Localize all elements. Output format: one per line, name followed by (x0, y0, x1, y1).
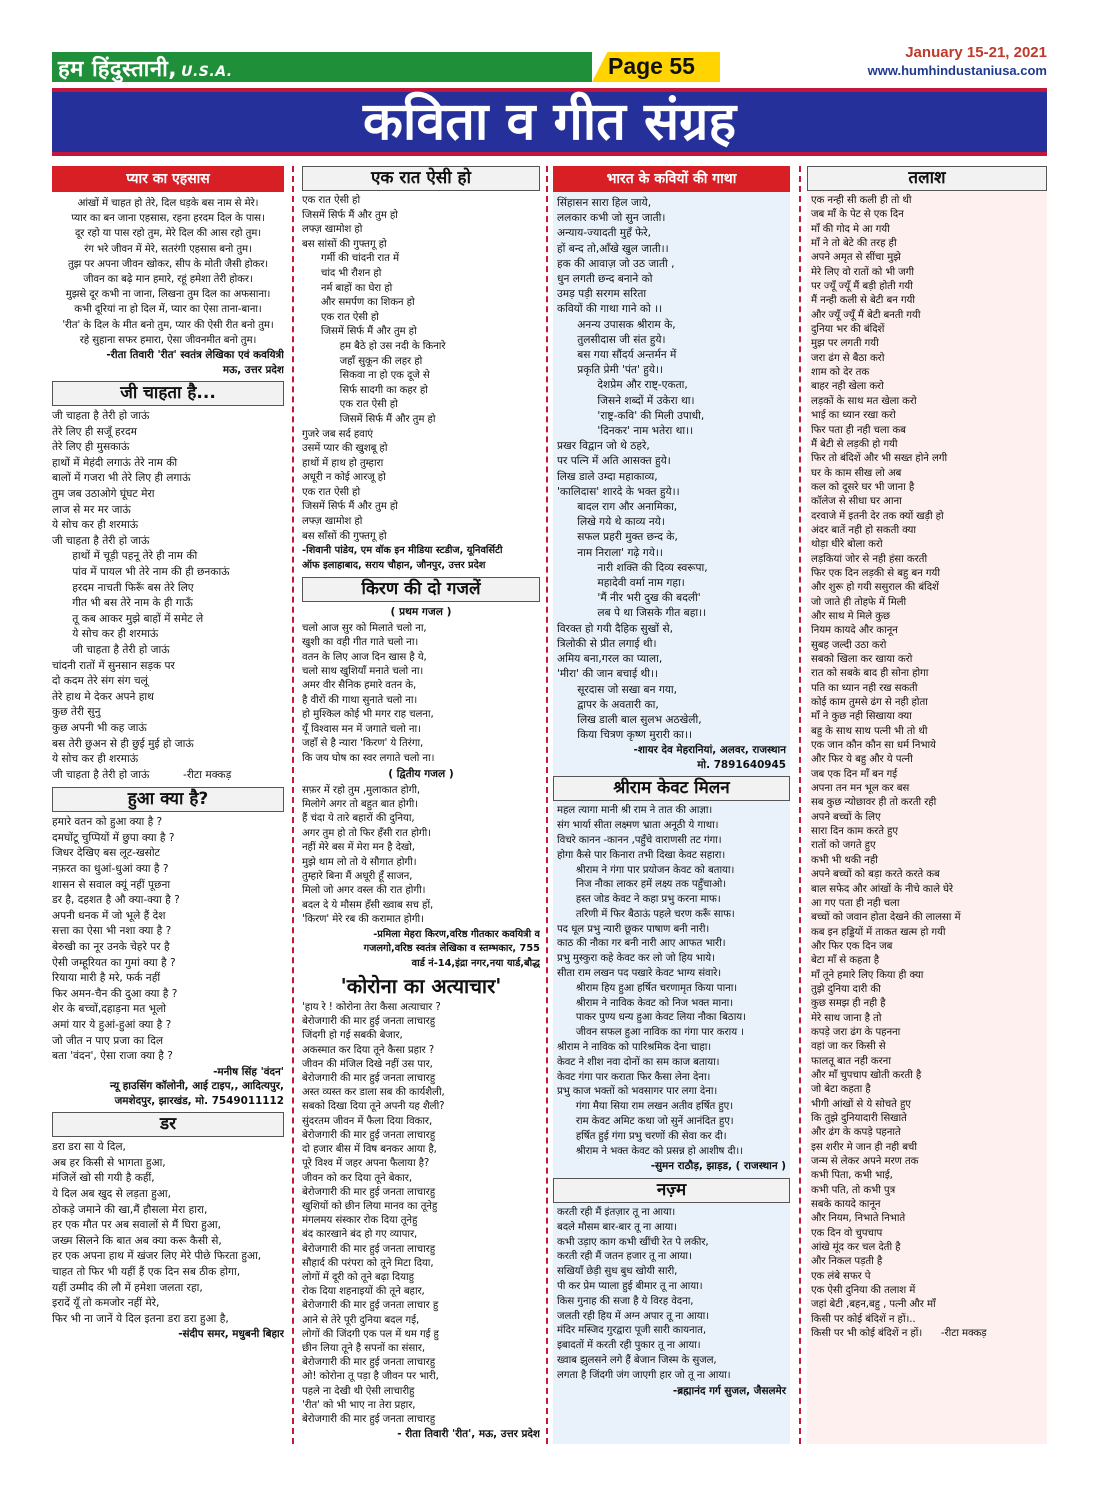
column-2 (302, 166, 540, 1444)
poem-credit: -मनीष सिंह 'वंदन' न्यू हाउसिंग कॉलोनी, आई टाइप,, आदित्यपुर, जमशेदपुर, झारखंड, मो. 7549011112 (110, 1065, 284, 1107)
poem-text: महल त्यागा मानी श्री राम ने तात की आज्ञा। संग भार्या सीता लक्ष्मण भ्राता अनूठी ये गाथा। विचरे कानन -कानन ,पहुँचे वाराणसी तट गंगा। होगा कैसे पार किनारा तभी दिखा केवट सहारा। श्रीराम ने गंगा पार प्रयोजन केवट को बताया। निज नौका लाकर हमें लक्ष्य तक पहुँचाओ। हस्त जोड केवट ने कहा प्रभु करना माफ। तरिणी में फिर बैठाऊं पहले चरण करूँ साफ। पद धूल प्रभु न्यारी छूकर पाषाण बनी नारी। काठ की नौका गर बनी नारी आए आफत भारी। प्रभु मुस्कुरा कहे केवट कर लो जो हिय भाये। सीता राम लखन पद पखारे केवट भाग्य संवारे। श्रीराम हिय हुआ हर्षित चरणामृत किया पाना। श्रीराम ने नाविक केवट को निज भक्त माना। पाकर पुण्य धन्य हुआ केवट लिया नौका बिठाय। जीवन सफल हुआ नाविक का गंगा पार कराय । श्रीराम ने नाविक को पारिश्रमिक देना चाहा। केवट ने शीश नवा दोनों का सम काज बताया। केवट गंगा पार कराता फिर कैसा लेना देना। प्रभु काज भक्तों को भवसागर पार लगा देना। गंगा मैया सिया राम लखन अतीव हर्षित हुए। राम केवट अमिट कथा जो सुनें आनंदित हुए। हर्षित हुई गंगा प्रभु चरणों की सेवा कर दी। श्रीराम ने भक्त केवट को प्रसन्न हो आशीष दी।। (557, 805, 746, 1157)
poem-credit: -सुमन राठौड़, झाड़ड, ( राजस्थान ) (650, 1160, 786, 1173)
brand-name (58, 53, 233, 83)
poem-title: हुआ क्या है? (52, 787, 284, 812)
column-divider (292, 166, 294, 1444)
brand-text: हम हिंदुस्तानी, (58, 57, 178, 82)
masthead (52, 44, 1047, 82)
issue-date: January 15-21, 2021 (905, 44, 1047, 61)
column-1 (52, 166, 284, 1444)
poem-title: जी चाहता है... (52, 381, 284, 406)
poem-text: चलो आज सुर को मिलाते चलो ना, खुशी का वही गीत गाते चलो ना। वतन के लिए आज दिन खास है ये, चलो साथ खुशियाँ मनाते चलो ना। अमर वीर सैनिक हमारे वतन के, है वीरों की गाथा सुनाते चलो ना। हो मुश्किल कोई भी मगर राह चलना, यूँ विश्वास मन में जगाते चलो ना। जहाँ से है न्यारा 'किरण' ये तिरंगा, कि जय घोष का स्वर लगाते चलो ना। (302, 622, 435, 764)
brand-suffix: U.S.A. (181, 64, 233, 80)
section-banner (52, 88, 1047, 156)
poem-title: श्रीराम केवट मिलन (553, 776, 790, 801)
poem-text: करती रही मैं इंतज़ार तू ना आया। बदले मौसम बार-बार तू ना आया। कभी उड़ाए काग कभी खींची रेत पे लकीर, करती रही मैं जतन हजार तू ना आया। सखियाँ छेड़ी सुध बुध खोयी सारी, पी कर प्रेम प्याला हुई बीमार तू ना आया। किस गुनाह की सजा है ये विरह वेदना, जलती रही हिय में अग्न अपार तू ना आया। मंदिर मस्जिद गुरद्वारा पूजी सारी कायनात, इबादतों में करती रही पुकार तू ना आया। ख्वाब झुलसने लगे हैं बेजान जिस्म के सुजल, लगता है जिंदगी जंग जाएगी हार जो तू ना आया। (557, 1206, 731, 1381)
page-number: Page 55 (608, 53, 695, 79)
poem-title: 'कोरोना का अत्याचार' (340, 974, 502, 999)
poem-title: नज़्म (553, 1178, 790, 1203)
column-divider (799, 166, 801, 1444)
poem-credit: -प्रमिला मेहरा किरण,वरिष्ठ गीतकार कवयित्री व गजलगो,वरिष्ठ स्वतंत्र लेखिका व स्तम्भकार, 755 वार्ड नं-14,इंद्रा नगर,नया यार्ड,बौद्ध (363, 928, 540, 969)
poem-credit: - रीता तिवारी 'रीत', मऊ, उत्तर प्रदेश (397, 1428, 540, 1441)
section-title: कविता व गीत संग्रह (362, 92, 737, 152)
poem-text: 'हाय रे ! कोरोना तेरा कैसा अत्याचार ? बेरोजगारी की मार हुई जनता लाचारहु जिंदगी हो गई सबकी बेजार, अकस्मात कर दिया तूने कैसा प्रहार ? जीवन की मंजिल दिखे नहीं उस पार, बेरोजगारी की मार हुई जनता लाचारहु अस्त व्यस्त कर डाला सब की कार्यशैली, सबको दिखा दिया तूने अपनी यह शैली? सुंदरतम जीवन में फैला दिया विकार, बेरोजगारी की मार हुई जनता लाचारहु दो हजार बीस में विष बनकर आया है, पूरे विश्व में जहर अपना फैलाया है? जीवन को कर दिया तूने बेकार, बेरोजगारी की मार हुई जनता लाचारहु खुशियों को छीन लिया मानव का तूनेहु मंगलमय संस्कार रोक दिया तूनेहु बंद कारखाने बंद हो गए व्यापार, बेरोजगारी की मार हुई जनता लाचारहु सौहार्द की परंपरा को तूने मिटा दिया, लोगों में दूरी को तूने बढ़ा दियाहु रोक दिया शहनाइयों की तूने बहार, बेरोजगारी की मार हुई जनता लाचार हु आने से तेरे पूरी दुनिया बदल गई, लोगों की जिंदगी एक पल में थम गई हु छीन लिया तूने है सपनों का संसार, बेरोजगारी की मार हुई जनता लाचारहु ओ! कोरोना तू पड़ा है जीवन पर भारी, पहले ना देखी थी ऐसी लाचारीहु 'रीत' को भी भाए ना तेरा प्रहार, बेरोजगारी की मार हुई जनता लाचारहु (302, 1002, 445, 1425)
poem-text: सिंहासन सारा हिल जाये, ललकार कभी जो सुन जाती। अन्याय-ज्यादती मुहँ फेरे, हों बन्द तो,आँखे खुल जाती।। हक की आवाज़ जो उठ जाती , धुन लगती छन्द बनाने को उमड़ पड़ी सरगम सरिता कवियों की गाथा गाने को ।। अनन्य उपासक श्रीराम के, तुलसीदास जी संत हुये। बस गया सौंदर्य अन्तर्मन में प्रकृति प्रेमी 'पंत' हुये।। देशप्रेम और राष्ट्-एकता, जिसने शब्दों में उकेरा था। 'राष्ट्र-कवि' की मिली उपाधी, 'दिनकर' नाम भतेरा था।। प्रखर विद्वान जो थे ठहरे, पर पत्नि में अति आसक्त हुये। लिख डाले उम्दा महाकाव्य, 'कालिदास' शारदे के भक्त हुये।। बादल राग और अनामिका, लिखे गये थे काव्य नये। सफल प्रहरी मुक्त छन्द के, नाम निराला' गढ़े गये।। नारी शक्ति की दिव्य स्वरूपा, महादेवी वर्मा नाम गहा। 'मैं नीर भरी दुख की बदली' लब पे था जिसके गीत बहा।। विरक्त हो गयी दैहिक सुखों से, त्रिलोकी से प्रीत लगाई थी। अमिय बना,गरल का प्याला, 'मीरा' की जान बचाई थी।। सूरदास जो सखा बन गया, द्वापर के अवतारी का, लिख डाली बाल सुलभ अठखेली, किया चित्रण कृष्ण मुरारी का।। (557, 197, 708, 742)
poem-title: किरण की दो गजलें (302, 577, 540, 602)
poem-credit: -शायर देव मेहरानियां, अलवर, राजस्थान मो. 7891640945 (633, 744, 786, 771)
column-divider (546, 166, 548, 1444)
poem-credit: -संदीप समर, मधुबनी बिहार (178, 1328, 284, 1341)
poem-text: एक रात ऐसी हो जिसमें सिर्फ मैं और तुम हो लफ्ज़ खामोश हो बस सांसों की गुफ्तगू हो गर्मी की चांदनी रात में चांद भी रौशन हो नर्म बाहों का घेरा हो और समर्पण का शिकन हो एक रात ऐसी हो जिसमें सिर्फ मैं और तुम हो हम बैठे हो उस नदी के किनारे जहाँ सुकून की लहर हो सिकवा ना हो एक दूजे से सिर्फ सादगी का कहर हो एक रात ऐसी हो जिसमें सिर्फ मैं और तुम हो गुजरे जब सर्द हवाएं उसमें प्यार की खुशबू हो हाथों में हाथ हो तुम्हारा अधूरी न कोई आरजू हो एक रात ऐसी हो जिसमें सिर्फ मैं और तुम हो लफ्ज़ खामोश हो बस साँसों की गुफ्तगू हो (302, 195, 446, 542)
poem-text: डरा डरा सा ये दिल, अब हर किसी से भागता हुआ, मंजिलें खो सी गयी है कहीं, ये दिल अब खुद से लड़ता हुआ, ठोकड़े जमाने की खा,मैं हौसला मेरा हारा, हर एक मौत पर अब सवालों से मैं घिरा हुआ, जख्म सिलने कि बात अब क्या करू कैसी से, हर एक अपना हाथ में खंजर लिए मेरे पीछे फिरता हुआ, चाहत तो फिर भी यहीं हैं एक दिन सब ठीक होगा, यहीं उम्मीद की लौ में हमेशा जलता रहा, इरादें यूँ तो कमजोर नहीं मेरे, फिर भी ना जानें ये दिल इतना डरा डरा हुआ है, (52, 1141, 262, 1325)
column-4 (807, 166, 1047, 1444)
poem-credit: -शिवानी पांडेय, एम वॉक इन मीडिया स्टडीज, यूनिवर्सिटी ऑफ इलाहाबाद, सराय चौहान, जौनपुर, उत्तर प्रदेश (302, 545, 503, 571)
poem-title: एक रात ऐसी हो (302, 166, 540, 191)
poem-credit: -रीता तिवारी 'रीत' स्वतंत्र लेखिका एवं कवयित्री मऊ, उत्तर प्रदेश (106, 349, 284, 376)
column-3 (553, 166, 790, 1444)
poem-title: प्यार का एहसास (52, 166, 284, 192)
poem-credit: -ब्रह्मानंद गर्ग सुजल, जैसलमेर (672, 1384, 786, 1397)
website-link[interactable]: www.humhindustaniusa.com (867, 63, 1047, 78)
ghazal-subtitle: ( प्रथम गजल ) (390, 606, 452, 619)
poem-title: डर (52, 1112, 284, 1137)
poem-text: हमारे वतन को हुआ क्या है ? दमघोंटू चुप्पियों में छुपा क्या है ? जिधर देखिए बस लूट-खसोट नफ़रत का धुआं-धुआं क्या है ? शासन से सवाल क्यूं नहीं पूछना डर है, दहशत है औ क्या-क्या है ? अपनी धनक में जो भूले हैं देश सत्ता का ऐसा भी नशा क्या है ? बेरुखी का नूर उनके चेहरे पर है ऐसी जम्हूरियत का गुमां क्या है ? रियाया मारी है मरे, फर्क नहीं फिर अमन-चैन की दुआ क्या है ? शेर के बच्चों,दहाड़ना मत भूलो अमां यार ये हुआं-हुआं क्या है ? जो जीत न पाए प्रजा का दिल बता 'वंदन', ऐसा राजा क्या है ? (52, 816, 180, 1063)
poem-text: जी चाहता है तेरी हो जाऊं तेरे लिए ही सजूँ हरदम तेरे लिए ही मुसकाऊं हाथों में मेहंदी लगाऊं तेरे नाम की बालों में गजरा भी तेरे लिए ही लगाऊं तुम जब उठाओगे घूंघट मेरा लाज से मर मर जाऊं ये सोच कर ही शरमाऊं जी चाहता है तेरी हो जाऊं हाथों में चूड़ी पहनू तेरे ही नाम की पांव में पायल भी तेरे नाम की ही छनकाऊं हरदम नाचती फिरूँ बस तेरे लिए गीत भी बस तेरे नाम के ही गाऊँ तू कब आकर मुझे बाहों में समेट ले ये सोच कर ही शरमाऊं जी चाहता है तेरी हो जाऊं चांदनी रातों में सुनसान सड़क पर दो कदम तेरे संग संग चलूं तेरे हाथ मे देकर अपने हाथ कुछ तेरी सुनु कुछ अपनी भी कह जाऊं बस तेरी छुअन से ही छुई मुई हो जाऊं ये सोच कर ही शरमाऊं जी चाहता है तेरी हो जाऊं -रीटा मक्कड़ (52, 410, 232, 781)
poem-title: भारत के कवियों की गाथा (553, 166, 790, 192)
poem-text: आंखों में चाहत हो तेरे, दिल धड़के बस नाम से मेरे। प्यार का बन जाना एहसास, रहना हरदम दिल के पास। दूर रहो या पास रहो तुम, मेरे दिल की आस रहो तुम। रंग भरे जीवन में मेरे, सतरंगी एहसास बनो तुम। तुझ पर अपना जीवन खोकर, सीप के मोती जैसी होकर। जीवन का बढ़े मान हमारे, रहूं हमेशा तेरी होकर। मुझसे दूर कभी ना जाना, लिखना तुम दिल का अफसाना। कभी दूरियां ना हो दिल में, प्यार का ऐसा ताना-बाना। 'रीत' के दिल के मीत बनो तुम, प्यार की ऐसी रीत बनो तुम। रहे सुहाना सफर हमारा, ऐसा जीवनमीत बनो तुम। (62, 198, 274, 346)
poem-title: तलाश (807, 166, 1047, 191)
ghazal-subtitle: ( द्वितीय गजल ) (388, 767, 454, 780)
poem-text: सफ़र में रहो तुम ,मुलाकात होगी, मिलोगे अगर तो बहुत बात होगी। हैं चंदा ये तारे बहारों की दुनिया, अगर तुम हो तो फिर हँसी रात होगी। नहीं मेरे बस में मेरा मन है देखो, मुझे थाम लो तो ये सौगात होगी। तुम्हारे बिना मैं अधूरी हूँ साजन, मिलो जो अगर वस्ल की रात होगी। बदल दे ये मौसम हँसी ख्वाब सच हों, 'किरण' मेरे रब की करामात होगी। (302, 784, 434, 926)
poem-text: एक नन्ही सी कली ही तो थी जब माँ के पेट से एक दिन माँ की गोद मे आ गयी माँ ने तो बेटे की तरह ही अपने अमृत से सींचा मुझे मेरे लिए वो रातों को भी जगी पर ज्यूँ ज्यूँ मैं बड़ी होती गयी मैं नन्ही कली से बेटी बन गयी और ज्यूँ ज्यूँ मैं बेटी बनती गयी दुनिया भर की बंदिशें मुझ पर लगती गयी जरा ढंग से बैठा करो शाम को देर तक बाहर नही खेला करो लड़कों के साथ मत खेला करो भाई का ध्यान रखा करो फिर पता ही नही चला कब मैं बेटी से लड़की हो गयी फिर तो बंदिशें और भी सख्त होने लगी घर के काम सीख लो अब कल को दूसरे घर भी जाना है कॉलेज से सीधा घर आना दरवाजे में इतनी देर तक क्यों खड़ी हो अंदर बातें नही हो सकती क्या थोड़ा धीरे बोला करो लड़कियां जोर से नही हंसा करती फिर एक दिन लड़की से बहु बन गयी और शुरू हो गयी ससुराल की बंदिशें जो जाते ही तोहफे में मिली और साथ मे मिले कुछ नियम कायदे और कानून सुबह जल्दी उठा करो सबको खिला कर खाया करो रात को सबके बाद ही सोना होगा पति का ध्यान नही रख सकती कोई काम तुमसे ढंग से नही होता माँ ने कुछ नही सिखाया क्या बहु के साथ साथ पत्नी भी तो थी एक जान कौन कौन सा धर्म निभाये और फिर ये बहु और ये पत्नी जब एक दिन माँ बन गई अपना तन मन भूल कर बस सब कुछ न्योछावर ही तो करती रही अपने बच्चों के लिए सारा दिन काम करते हुए रातों को जगते हुए कभी भी थकी नही अपने बच्चों को बड़ा करते करते कब बाल सफेद और आंखों के नीचे काले घेरे आ गए पता ही नही चला बच्चों को जवान होता देखने की लालसा में कब इन हड्डियों में ताकत खत्म हो गयी और फिर एक दिन जब बेटा माँ से कहता है माँ तूने हमारे लिए किया ही क्या तुझे दुनिया दारी की कुछ समझ ही नही है मेरे साथ जाना है तो कपड़े जरा ढंग के पहनना वहां जा कर किसी से फालतू बात नही करना और माँ चुपचाप खोती करती है जो बेटा कहता है भीगी आंखों से ये सोचते हुए कि तुझे दुनियादारी सिखाते और ढंग के कपड़े पहनाते इस शरीर मे जान ही नही बची जन्म से लेकर अपने मरण तक कभी पिता, कभी भाई, कभी पति, तो कभी पुत्र सबके कायदे कानून और नियम, निभाते निभाते एक दिन वो चुपचाप आंखे मूंद कर चल देती है और निकल पड़ती है एक लंबे सफर पे एक ऐसी दुनिया की तलाश में जहां बेटी ,बहन,बहु , पत्नी और माँ किसी पर कोई बंदिशें न हों।.. किसी पर भी कोई बंदिशें न हों। -रीटा मक्कड़ (811, 195, 987, 1340)
